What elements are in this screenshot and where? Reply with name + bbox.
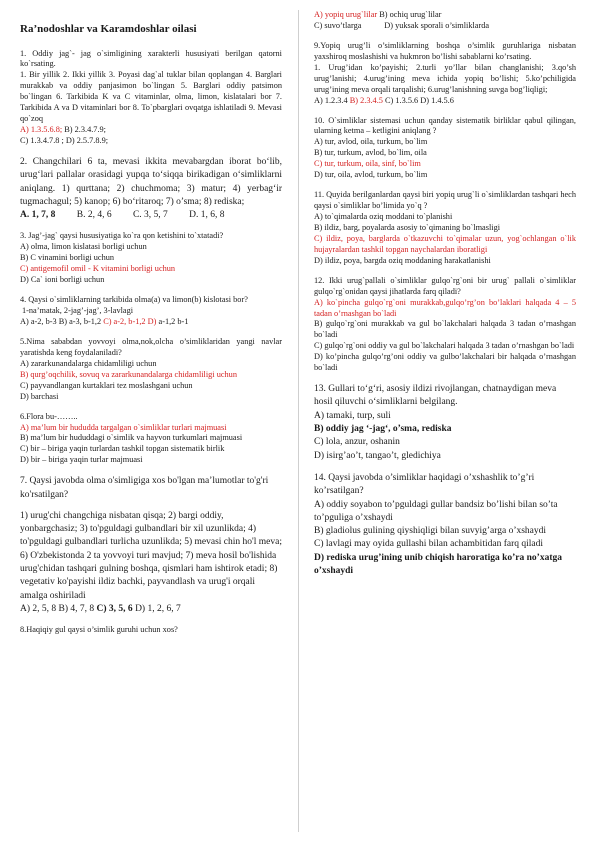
question-14-option-c: C) lavlagi may oyida gullashi bilan achambitidan farq qiladi xyxy=(314,539,543,550)
question-6-option-a: A) ma’lum bir hududda targalgan o`simliklar turlari majmuasi xyxy=(20,422,227,432)
question-7-option-d: D) 1, 2, 6, 7 xyxy=(135,603,181,614)
question-11-text: 11. Quyida berilganlardan qaysi biri yopiq urug`li o`simliklardan tashqari hech qaysi o`simliklar bo’limida yo`q ? xyxy=(314,190,576,211)
question-6-option-c: C) bir – biriga yaqin turlardan tashkil topgan sistematik birlik xyxy=(20,444,225,454)
page-title: Ra’nodoshlar va Karamdoshlar oilasi xyxy=(20,23,197,35)
left-column xyxy=(20,0,282,645)
question-9 xyxy=(314,41,576,107)
question-8-option-c: C) suvo’tlarga xyxy=(314,20,362,30)
question-5-option-c: C) payvandlangan kurtaklari tez moslashgani uchun xyxy=(20,380,193,390)
question-6-option-d: D) bir – biriga yaqin turlar majmuasi xyxy=(20,455,143,465)
question-12-option-c: C) gulqo`rg`oni oddiy va gul bo`lakchalari halqada 3 tadan o’rnashgan bo`ladi xyxy=(314,341,575,351)
question-13-option-a: A) tamaki, turp, suli xyxy=(314,410,391,421)
question-3 xyxy=(20,231,282,286)
question-13-option-b: B) oddiy jag ‘-jag‘, o’sma, rediska xyxy=(314,424,452,435)
question-7-options xyxy=(20,603,282,616)
question-7-option-c: C) 3, 5, 6 xyxy=(96,603,133,614)
question-8-text: 8.Haqiqiy gul qaysi o’simlik guruhi uchun xos? xyxy=(20,625,178,635)
question-9-option-a: A) 1.2.3.4 xyxy=(314,95,348,105)
question-8-options-ab xyxy=(314,10,576,21)
question-13-option-c: C) lola, anzur, oshanin xyxy=(314,437,400,448)
question-6-option-b: B) ma’lum bir hududdagi o`simlik va hayvon turkumlari majmuasi xyxy=(20,433,243,443)
question-4-option-c: C) a-2, b-1,2 xyxy=(103,317,146,326)
question-6 xyxy=(20,412,282,467)
question-13-option-d: D) isirg’ao’t, tangao’t, gledichiya xyxy=(314,450,441,461)
question-10-option-b: B) tur, turkum, avlod, bo`lim, oila xyxy=(314,148,427,158)
question-5 xyxy=(20,337,282,403)
question-4-text: 4. Qaysi o`simliklarning tarkibida olma(a) va limon(b) kislotasi bor? xyxy=(20,295,248,305)
column-divider xyxy=(298,10,299,832)
question-11-option-c: C) ildiz, poya, barglarda o`tkazuvchi to`qimalar uzun, yog`ochlangan o`lik hujayralardan tashkil topgan naychalardan iboratligi xyxy=(314,233,576,254)
question-9-text: 9.Yopiq urug’li o’simliklarning boshqa o’simlik guruhlariga nisbatan yaxshiroq moslashishi va hukmron bo’lishi sabablarni ko’rsating. xyxy=(314,40,576,61)
question-9-options-cd: C) 1.3.5.6 D) 1.4.5.6 xyxy=(385,95,454,105)
question-7-options-ab: A) 2, 5, 8 B) 4, 7, 8 xyxy=(20,603,95,614)
question-10 xyxy=(314,116,576,182)
question-8-option-a: A) yopiq urug`lilar xyxy=(314,10,378,19)
question-2-text: 2. Changchilari 6 ta, mevasi ikkita mevabargdan iborat bo‘lib, urug‘lari pallalar orasidagi yupqa to‘siqqa birikadigan o‘simliklarni aniqlang. 1) qurttana; 2) chuchmoma; 3) matur; 4) yerbag‘ir tugmachagul; 5) kanop; 6) bo‘ritaroq; 7) o’sma; 8) rediska; xyxy=(20,156,282,207)
question-2-other-options: B. 2, 4, 6 C. 3, 5, 7 D. 1, 6, 8 xyxy=(76,210,225,221)
question-14 xyxy=(314,472,576,578)
right-column xyxy=(314,0,576,587)
question-1-options-cd: C) 1.3.4.7.8 ; D) 2.5.7.8.9; xyxy=(20,136,109,146)
question-3-text: 3. Jag’-jag` qaysi hususiyatiga ko`ra qon ketishini to`xtatadi? xyxy=(20,231,224,241)
question-3-option-d: D) Ca` ioni borligi uchun xyxy=(20,275,105,285)
question-9-options xyxy=(314,96,576,107)
question-4-option-d: a-1,2 b-1 xyxy=(158,317,189,326)
question-2-options xyxy=(20,209,282,222)
question-11-option-a: A) to`qimalarda oziq moddani to`planishi xyxy=(314,212,453,221)
question-3-option-a: A) olma, limon kislatasi borligi uchun xyxy=(20,242,147,252)
question-11-option-d: D) ildiz, poya, bargda oziq moddaning harakatlanishi xyxy=(314,255,491,265)
question-4 xyxy=(20,295,282,328)
question-12-option-d: D) ko’pincha gulqo’rg’oni oddiy va gulbo’lakchalari bir halqada o’rnashgan bo`ladi xyxy=(314,352,576,373)
question-9-option-b: B) 2.3.4.5 xyxy=(349,95,383,105)
question-1-options-ab xyxy=(20,125,282,136)
question-1 xyxy=(20,49,282,147)
question-10-option-c: C) tur, turkum, oila, sinf, bo`lim xyxy=(314,159,421,169)
question-5-option-d: D) barchasi xyxy=(20,391,59,401)
question-10-option-a: A) tur, avlod, oila, turkum, bo`lim xyxy=(314,137,428,147)
question-11-option-b: B) ildiz, barg, poyalarda asosiy to`qimaning bo`lmasligi xyxy=(314,222,501,232)
question-14-option-b: B) gladiolus gulining qiyshiqligi bilan suvyig’arga o’xshaydi xyxy=(314,526,547,537)
question-1-text: 1. Oddiy jag`- jag o`simligining xarakterli hususiyati berilgan qatorni ko`rsating. xyxy=(20,48,282,69)
question-14-option-a: A) oddiy soyabon to’pguldagi gullar bandsiz bo’lishi bilan so’ta to’pguliga o’xshaydi xyxy=(314,499,558,523)
question-5-option-a: A) zararkunandalarga chidamliligi uchun xyxy=(20,358,157,368)
question-9-body: 1. Urug’idan ko’payishi; 2.turli yo’llar bilan changlanishi; 3.qo’sh urug’lanishi; 4.urug’ining meva ichida yopiq bo’lishi; 5.ko’pchiligida urug’ining meva orqali tarqalishi; 6.urug’lanishning suvga bog’liqligi; xyxy=(314,62,576,94)
question-12-option-a: A) ko`pincha gulqo`rg`oni murakkab,gulqo’rg’on bo’laklari halqada 4 – 5 tadan o’rnashgan bo`ladi xyxy=(314,297,576,318)
question-1-items: 1. Bir yillik 2. Ikki yillik 3. Poyasi dag`al tuklar bilan qoplangan 4. Barglari murakkab va oddiy panjasimon bo`lingan 5. Barglari oddiy patsimon bo`lingan 6. Tarkibida K va C vitaminlar, olma, limon, kislatalari bor 7. Tarkibida A va D vitaminlari bor 8. To`pbarglari ovqatga ishlatiladi 9. Mevasi qo`zoq xyxy=(20,70,282,124)
question-10-option-d: D) tur, oila, avlod, turkum, bo`lim xyxy=(314,170,428,180)
question-4-option-d-label: D) xyxy=(147,317,157,326)
question-2-answer: A. 1, 7, 8 xyxy=(20,210,56,221)
question-7 xyxy=(20,475,282,616)
question-5-option-b: B) qurg’oqchilik, sovuq va zararkunandalarga chidamliligi uchun xyxy=(20,369,237,379)
question-8-text-block xyxy=(20,625,282,636)
question-8-options xyxy=(314,10,576,32)
question-1-option-a: A) 1.3.5.6.8; xyxy=(20,125,63,135)
question-11 xyxy=(314,190,576,267)
question-12-text: 12. Ikki urug`pallali o`simliklar gulqo`rg`oni bir urug` pallali o`simliklar gulqo`rg`onidan qaysi jihatlarda farq qiladi? xyxy=(314,275,576,296)
question-3-option-c: C) antigemofil omil - K vitamini borligi uchun xyxy=(20,264,176,274)
question-4-options-ab: A) a-2, b-3 B) a-3, b-1,2 xyxy=(20,317,102,326)
question-7-body: 1) urug'chi changchiga nisbatan qisqa; 2) bargi oddiy, yonbargchasiz; 3) to'pguldagi gulbandlari bir xil uzunlikda; 4) to'pguldagi gulbandlari turlicha uzunlikda; 5) mevasi chin ho'l meva; 6) O'zbekistonda 2 ta yovvoyi turi mavjud; 7) meva hosil bo'lishida urug'chidan tashqari gulning boshqa, qismlari ham ishtirok etadi; 8) vegetativ ko'payishi ildiz bachki, payvandlash va urug'i orqali amalga oshiriladi xyxy=(20,510,282,601)
question-2 xyxy=(20,156,282,222)
question-8-options-cd xyxy=(314,21,576,32)
question-3-option-b: B) C vinamini borligi uchun xyxy=(20,253,115,263)
question-13 xyxy=(314,383,576,463)
question-14-text: 14. Qaysi javobda o’simliklar haqidagi o’xshashlik to’g’ri ko’rsatilgan? xyxy=(314,472,535,497)
question-8-option-d: D) yuksak sporali o’simliklarda xyxy=(384,20,490,30)
question-5-text: 5.Nima sababdan yovvoyi olma,nok,olcha o’simliklaridan yangi navlar yaratishda keng foydalaniladi? xyxy=(20,336,282,357)
question-14-option-d: D) rediska urug’ining unib chiqish haroratiga ko’ra no’xatga o’xshaydi xyxy=(314,552,563,576)
question-12 xyxy=(314,276,576,374)
question-12-option-b: B) gulqo`rg`oni murakkab va gul bo`lakchalari halqada 3 tadan o’rnashgan bo`ladi xyxy=(314,319,576,340)
question-8-option-b: B) ochiq urug`lilar xyxy=(379,10,442,19)
question-13-text: 13. Gullari to‘g‘ri, asosiy ildizi rivojlangan, chatnaydigan meva hosil qiluvchi o‘simliklarni belgilang. xyxy=(314,384,557,408)
question-10-text: 10. O`simliklar sistemasi uchun qanday sistematik birliklar qabul qilingan, ularning ketma – ketligini aniqlang ? xyxy=(314,115,576,136)
question-4-options xyxy=(20,317,282,328)
question-1-option-b: B) 2.3.4.7.9; xyxy=(64,125,106,135)
question-4-line: 1-na’matak, 2-jag’-jag’, 3-lavlagi xyxy=(22,306,134,316)
question-6-text: 6.Flora bu-…….. xyxy=(20,411,78,421)
question-7-text: 7. Qaysi javobda olma o'simligiga xos bo'lgan ma’lumotlar to'g'ri ko'rsatilgan? xyxy=(20,476,269,500)
